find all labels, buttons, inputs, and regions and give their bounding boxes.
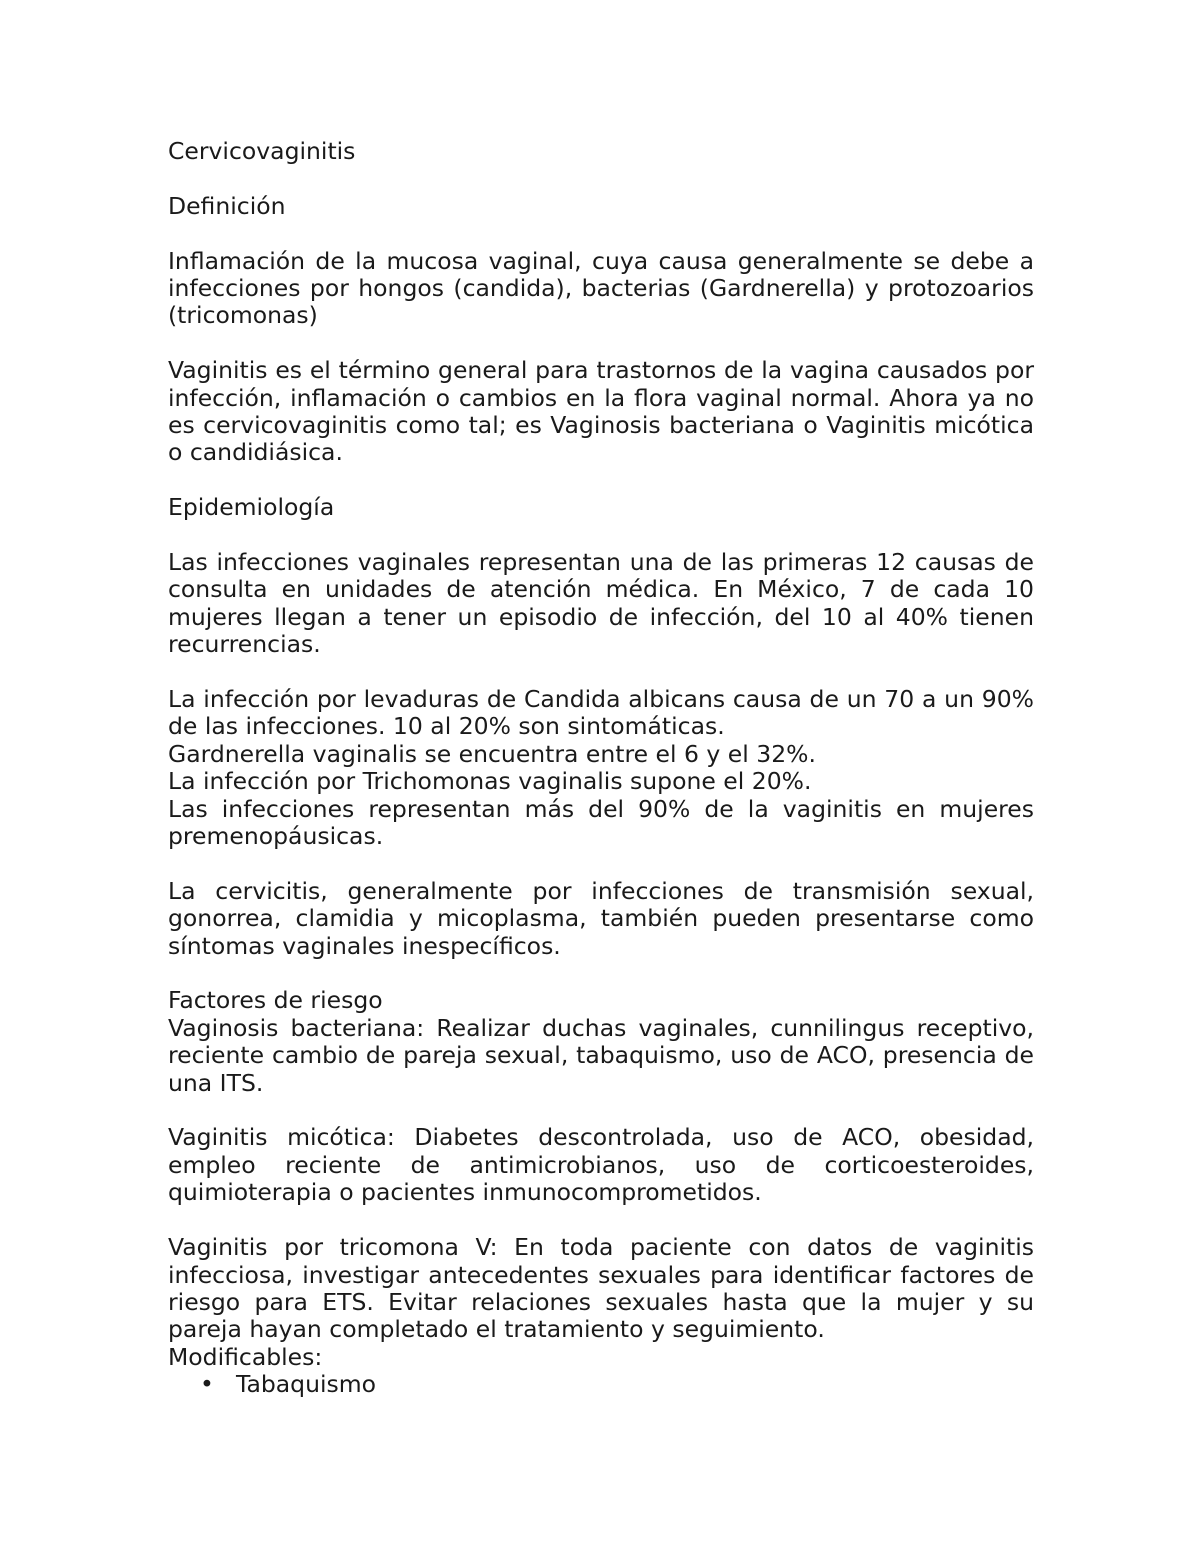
paragraph-epidemiologia-1: Las infecciones vaginales representan una de las primeras 12 causas de consulta en unidades de atención médica. En México, 7 de cada 10 mujeres llegan a tener un episodio de infección, del 10 al 40% tienen recurrencias.: [168, 548, 1034, 659]
paragraph-factores-1: Vaginosis bacteriana: Realizar duchas vaginales, cunnilingus receptivo, reciente cambio de pareja sexual, tabaquismo, uso de ACO, presencia de una ITS.: [168, 1013, 1034, 1097]
document-title: Cervicovaginitis: [168, 137, 356, 165]
list-item: • Tabaquismo: [236, 1371, 1034, 1398]
paragraph-definicion-2: Vaginitis es el término general para trastornos de la vagina causados por infección, inflamación o cambios en la flora vaginal normal. Ahora ya no es cervicovaginitis como tal; es Vaginosis bacteriana o Vaginitis micótica o candidiásica.: [168, 356, 1034, 467]
paragraph-factores-2: Vaginitis micótica: Diabetes descontrolada, uso de ACO, obesidad, empleo reciente de antimicrobianos, uso de corticoesteroides, quimioterapia o pacientes inmunocomprometidos.: [168, 1123, 1034, 1207]
section-heading-factores: Factores de riesgo: [168, 986, 383, 1015]
section-heading-definicion: Definición: [168, 191, 286, 220]
modificables-label: Modificables:: [168, 1342, 323, 1371]
paragraph-epidemiologia-6: La cervicitis, generalmente por infecciones de transmisión sexual, gonorrea, clamidia y micoplasma, también pueden presentarse como síntomas vaginales inespecíficos.: [168, 876, 1034, 960]
modificables-list: [168, 1371, 1034, 1398]
paragraph-epidemiologia-3: Gardnerella vaginalis se encuentra entre el 6 y el 32%.: [168, 739, 816, 768]
paragraph-definicion-1: Inflamación de la mucosa vaginal, cuya causa generalmente se debe a infecciones por hongos (candida), bacterias (Gardnerella) y protozoarios (tricomonas): [168, 246, 1034, 330]
section-heading-epidemiologia: Epidemiología: [168, 493, 335, 522]
document-page: [168, 138, 1034, 1399]
paragraph-epidemiologia-4: La infección por Trichomonas vaginalis supone el 20%.: [168, 767, 812, 796]
paragraph-epidemiologia-2: La infección por levaduras de Candida albicans causa de un 70 a un 90% de las infecciones. 10 al 20% son sintomáticas.: [168, 685, 1034, 741]
paragraph-factores-3: Vaginitis por tricomona V: En toda paciente con datos de vaginitis infecciosa, investigar antecedentes sexuales para identificar factores de riesgo para ETS. Evitar relaciones sexuales hasta que la mujer y su pareja hayan completado el tratamiento y seguimiento.: [168, 1233, 1034, 1344]
paragraph-epidemiologia-5: Las infecciones representan más del 90% de la vaginitis en mujeres premenopáusicas.: [168, 794, 1034, 851]
